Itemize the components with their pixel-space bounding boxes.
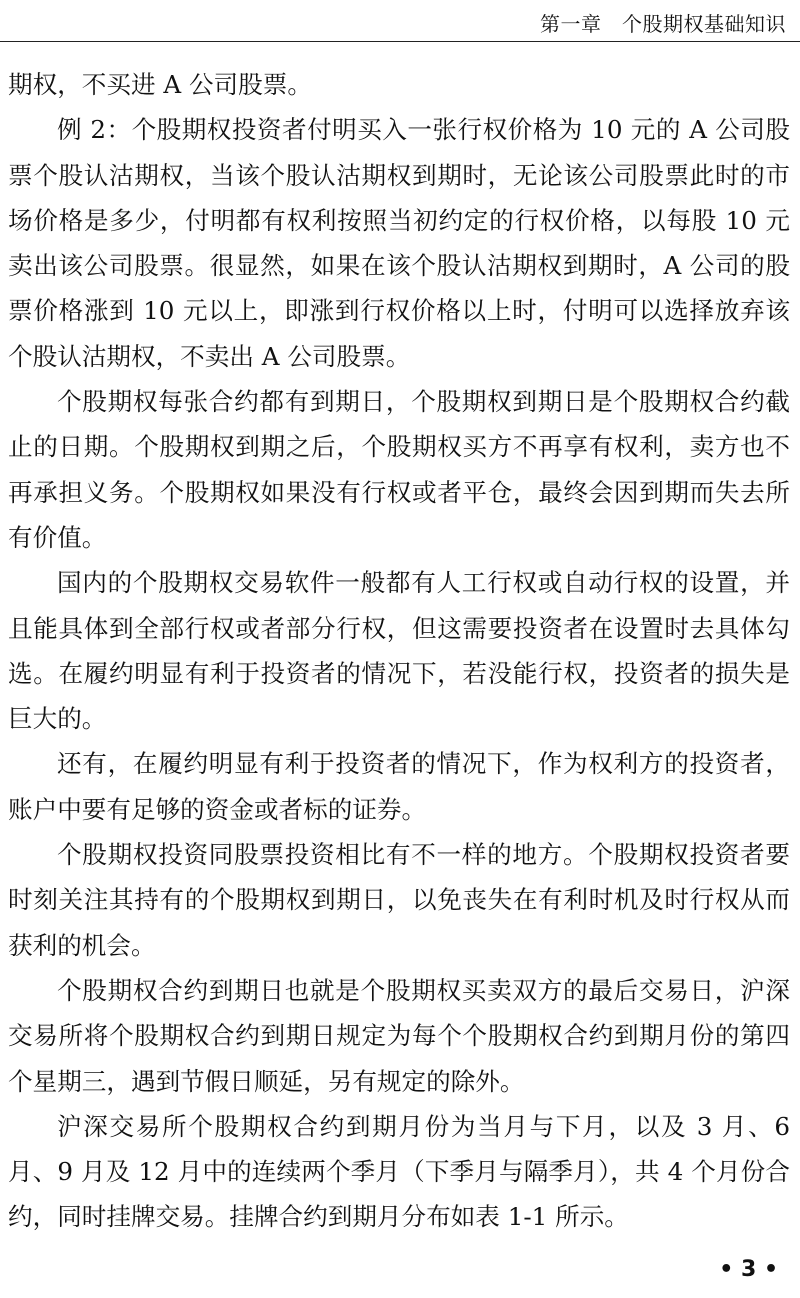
running-header	[0, 0, 800, 42]
paragraph-last-trading-day: 个股期权合约到期日也就是个股期权买卖双方的最后交易日，沪深交易所将个股期权合约到期日规定为每个个股期权合约到期月份的第四个星期三，遇到节假日顺延，另有规定的除外。	[8, 975, 790, 1096]
paragraph-expiry-date: 个股期权每张合约都有到期日，个股期权到期日是个股期权合约截止的日期。个股期权到期之后，个股期权买方不再享有权利，卖方也不再承担义务。个股期权如果没有行权或者平仓，最终会因到期而失去所有价值。	[8, 387, 790, 552]
body-text	[8, 62, 790, 1240]
paragraph-comparison: 个股期权投资同股票投资相比有不一样的地方。个股期权投资者要时刻关注其持有的个股期权到期日，以免丧失在有利时机及时行权从而获利的机会。	[8, 840, 790, 960]
chapter-title: 第一章 个股期权基础知识	[540, 12, 786, 36]
paragraph-example-2: 例 2：个股期权投资者付明买入一张行权价格为 10 元的 A 公司股票个股认沽期权，当该个股认沽期权到期时，无论该公司股票此时的市场价格是多少，付明都有权利按照当初约定的行权价格，以每股 10 元卖出该公司股票。很显然，如果在该个股认沽期权到期时，A 公司的股票价格涨到 10 元以上，即涨到行权价格以上时，付明可以选择放弃该个股认沽期权，不卖出 A 公司股票。	[8, 115, 790, 371]
paragraph-expiry-months: 沪深交易所个股期权合约到期月份为当月与下月，以及 3 月、6 月、9 月及 12 月中的连续两个季月（下季月与隔季月），共 4 个月份合约，同时挂牌交易。挂牌合约到期月分布如表 1-1 所示。	[8, 1111, 790, 1232]
paragraph-trading-software: 国内的个股期权交易软件一般都有人工行权或自动行权的设置，并且能具体到全部行权或者部分行权，但这需要投资者在设置时去具体勾选。在履约明显有利于投资者的情况下，若没能行权，投资者的损失是巨大的。	[8, 568, 790, 734]
page-number: • 3 •	[719, 1257, 778, 1282]
paragraph-sufficient-funds: 还有，在履约明显有利于投资者的情况下，作为权利方的投资者，账户中要有足够的资金或者标的证券。	[8, 749, 790, 824]
paragraph-continuation: 期权，不买进 A 公司股票。	[8, 70, 312, 99]
